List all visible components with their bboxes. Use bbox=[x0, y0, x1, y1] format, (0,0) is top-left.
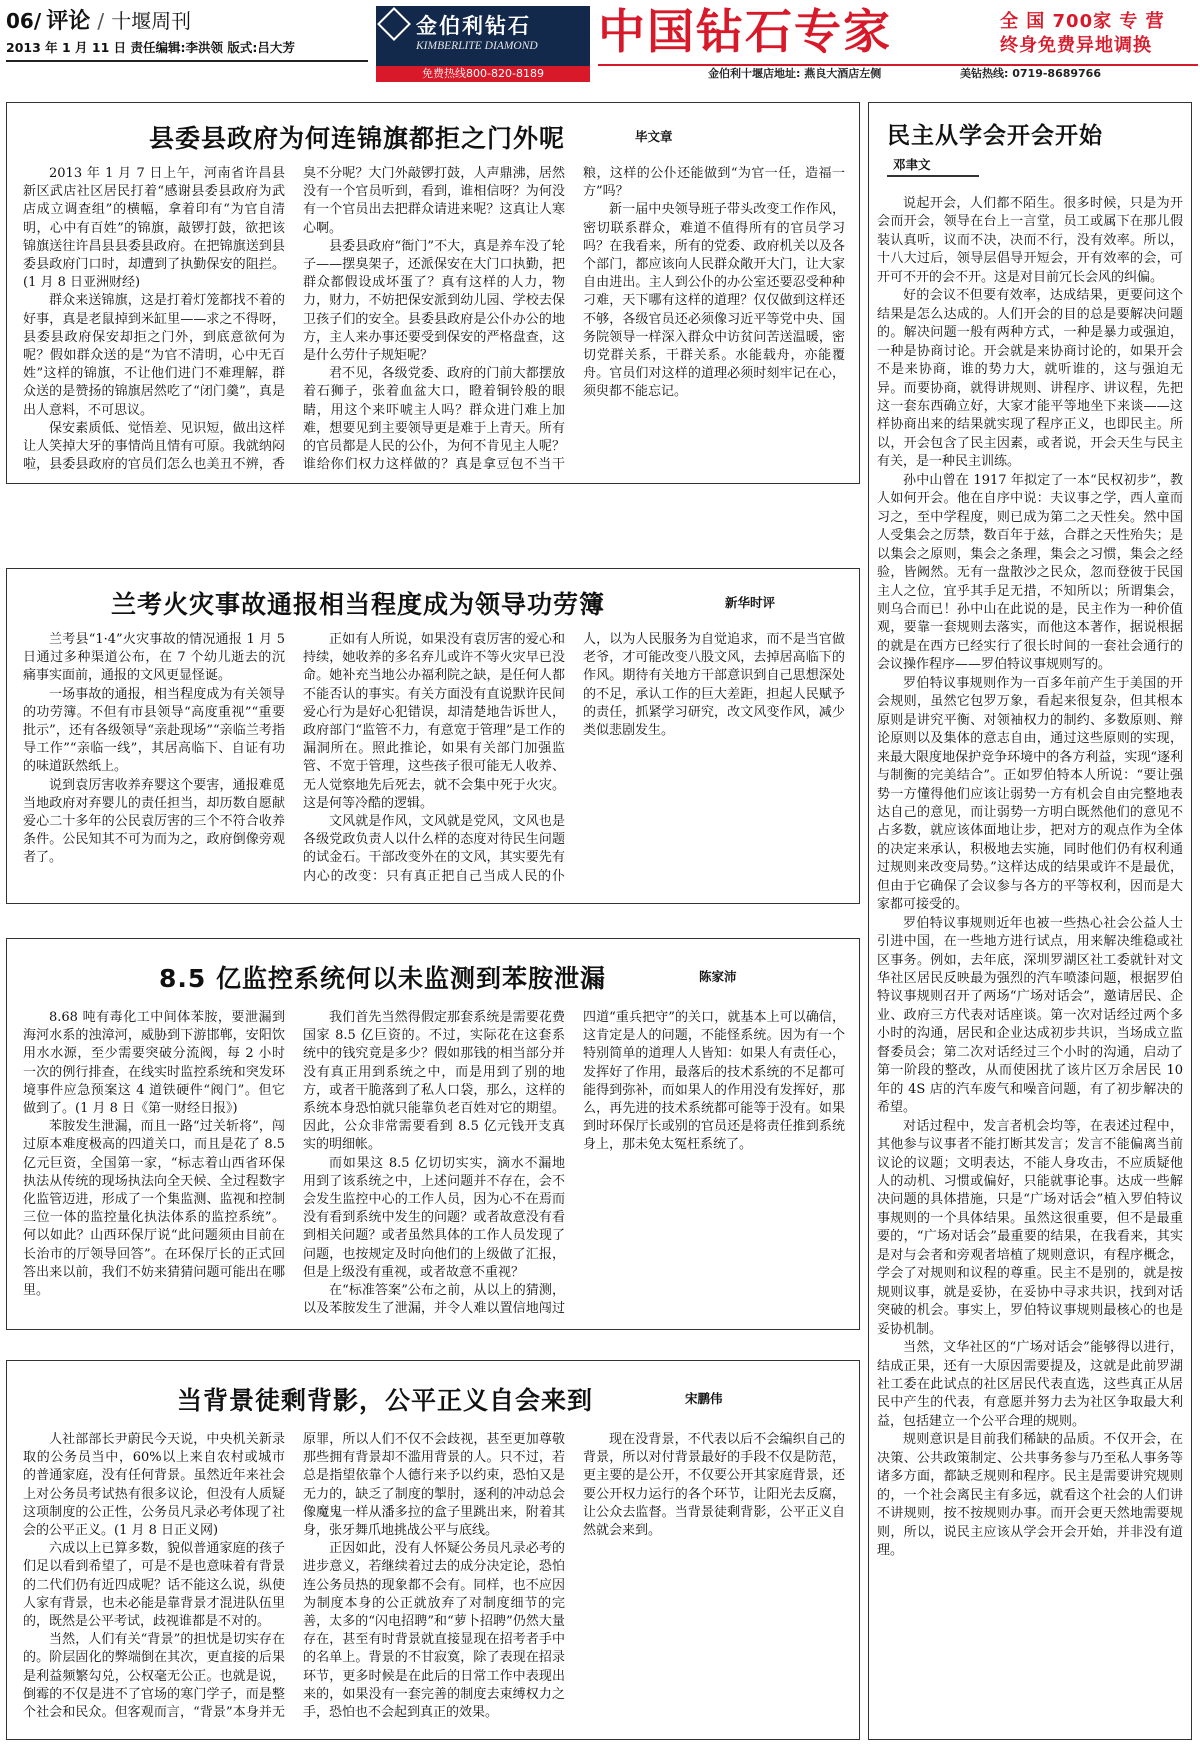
header-divider bbox=[6, 60, 368, 62]
column-paragraph: 对话过程中，发言者机会均等，在表述过程中，其他参与议事者不能打断其发言；发言不能偏离当前议论的议题；文明表达，不能人身攻击，不应质疑他人的动机、习惯或偏好，只能就事论事。达成一些解决问题的具体措施，只是“广场对话会”植入罗伯特议事规则的一个具体结果。虽然这很重要，但不是最重要的，“广场对话会”最重要的结果，在我看来，其实是对与会者和旁观者培植了规则意识，有程序概念，学会了对规则和议程的尊重。民主不是别的，就是按规则议事，就是妥协，在妥协中寻求共识，找到对话突破的机会。事实上，罗伯特议事规则最核心的也是妥协机制。 bbox=[877, 1118, 1183, 1337]
page-header bbox=[0, 0, 1200, 88]
article-paragraph: 而如果这 8.5 亿切切实实，滴水不漏地用到了该系统之中，上述问题并不存在，会不会发生监控中心的工作人员，因为心不在焉而没有看到系统中发生的问题？或者故意没有看到相关问题？或者虽然具体的工作人员发现了问题，也按规定及时向他们的上级做了汇报，但是上级没有重视，或者故意不重视？ bbox=[303, 1155, 565, 1280]
article-box bbox=[6, 568, 860, 904]
column-author: 邓聿文 bbox=[893, 157, 931, 172]
ad-promo bbox=[1000, 10, 1165, 58]
column-paragraph: 孙中山曾在 1917 年拟定了一本“民权初步”，教人如何开会。他在自序中说：夫议事之学，西人童而习之，至中学程度，则已成为第二之天性矣。然中国人受集会之厉禁，数百年于兹，合群之天性殆失；是以集会之原则，集会之条理，集会之习惯，集会之经验，皆阙然。无有一盘散沙之民众，忽而登彼于民国主人之位，宜乎其手足无措，不知所以；所谓集会，则乌合而已！孙中山在此说的是，民主作为一种价值观，要靠一套规则去落实，而他这本著作，据说根据的就是在西方已经实行了很长时间的一套社会通行的会议操作程序——罗伯特议事规则写的。 bbox=[877, 472, 1183, 673]
article-box bbox=[6, 938, 860, 1330]
page-number: 06/ bbox=[6, 9, 42, 33]
ad-brand-english: KIMBERLITE DIAMOND bbox=[416, 40, 538, 52]
date-editor-line: 2013 年 1 月 11 日 责任编辑:李洪领 版式:吕大芳 bbox=[6, 40, 295, 55]
article-title: 兰考火灾事故通报相当程度成为领导功劳簿 bbox=[111, 590, 606, 619]
column-author-underline bbox=[887, 175, 979, 177]
folio bbox=[6, 4, 191, 35]
article-body bbox=[23, 1009, 845, 1323]
column-paragraph: 说起开会，人们都不陌生。很多时候，只是为开会而开会，领导在台上一言堂，员工或属下在那儿假装认真听，议而不决，决而不行，没有效率。所以，十八大过后，领导层倡导开短会，开有效率的会，可开可不开的会不开。这是对目前冗长会风的纠偏。 bbox=[877, 196, 1183, 285]
article-paragraph: 一场事故的通报，相当程度成为有关领导的功劳簿。不但有市县领导“高度重视”“重要批示”，还有各级领导“亲赴现场”“亲临兰考指导工作”“亲临一线”，其居高临下、自证有功的味道跃然纸上。 bbox=[23, 686, 285, 775]
column-paragraph: 规则意识是目前我们稀缺的品质。不仅开会，在决策、公共政策制定、公共事务参与乃至私人事务等诸多方面，都缺乏规则和程序。民主是需要讲究规则的，一个社会离民主有多远，就看这个社会的人们讲不讲规则，按不按规则办事。而开会更天然地需要规则，所以，说民主应该从学会开会开始，并非没有道理。 bbox=[877, 1432, 1183, 1559]
ad-promo-line: 全 国 700家 专 营 bbox=[1000, 11, 1165, 32]
ad-promo-line: 终身免费异地调换 bbox=[1000, 35, 1152, 56]
article-paragraph: 县委县政府“衙门”不大，真是养车没了轮子——摆臭架子，还派保安在大门口执勤，把群众都假设成坏蛋了？真有这样的人力，物力，财力，不妨把保安派到幼儿园、学校去保卫孩子们的安全。县委县政府是公仆办公的地方，主人来办事还要受到保安的严格盘查，这是什么劳什子规矩呢？ bbox=[303, 238, 565, 364]
article-title: 当背景徒剩背影，公平正义自会来到 bbox=[177, 1386, 594, 1415]
article-paragraph: 保安素质低、觉悟差、见识短，做出这样让人笑掉大牙的事情尚且情有可原。我就纳闷啦，县委县政府的官员们怎么也美丑不辨，香臭不分呢？大门外敲锣打鼓，人声鼎沸，居然没有一个官员听到，看到，谁相信呀？为何没有一个官员出去把群众请进来呢？这真让人寒心啊。 bbox=[23, 166, 565, 473]
advertisement-banner bbox=[376, 4, 1198, 84]
article-paragraph: 2013 年 1 月 7 日上午，河南省许昌县新区武店社区居民打着“感谢县委县政府为武店成立调查组”的横幅，拿着印有“为官自清明，心中有百姓”的锦旗，敲锣打鼓，欲把该锦旗送往许昌县县委县政府。在把锦旗送到县委县政府门口时，却遭到了执勤保安的阻拦。(1 月 8 日亚洲财经) bbox=[23, 166, 285, 291]
folio-separator: / bbox=[97, 9, 105, 33]
article-paragraph: 正因如此，没有人怀疑公务员凡录必考的进步意义，若继续着过去的成分决定论，恐怕连公务员热的现象都不会有。同样，也不应因为制度本身的公正就放弃了对制度细节的完善，太多的“闪电招聘”和“萝卜招聘”仍然大量存在，甚至有时背景就直接显现在招考者手中的名单上。背景的不甘寂寞，除了表现在招录环节，更多时候是在此后的日常工作中表现出来的，如果没有一套完善的制度去束缚权力之手，恐怕也不会起到真正的效果。 bbox=[303, 1541, 565, 1721]
article-box bbox=[6, 1360, 860, 1740]
paper-name: 十堰周刊 bbox=[111, 9, 192, 33]
article-paragraph: 苯胺发生泄漏，而且一路“过关斩将”，闯过原本难度极高的四道关口，而且是花了 8.5 亿元巨资，全国第一家，“标志着山西省环保执法从传统的现场执法向全天候、全过程数字化监管迈进，形成了一个集监测、监视和控制三位一体的监控量化执法体系的监控系统”。何以如此？山西环保厅说“此问题须由目前在长治市的厅领导回答”。在环保厅长的正式回答出来以前，我们不妨来猜猜问题可能出在哪里。 bbox=[23, 1119, 285, 1299]
ad-hotline: 免费热线800-820-8189 bbox=[376, 66, 590, 82]
article-paragraph: 我们首先当然得假定那套系统是需要花费国家 8.5 亿巨资的。不过，实际花在这套系统中的钱究竟是多少？假如那钱的相当部分并没有真正用到系统之中，而是用到了别的地方，或者干脆落到了私人口袋，那么，这样的系统本身恐怕就只能靠负老百姓对它的期望。因此，公众非常需要看到 8.5 亿元钱开支真实的明细帐。 bbox=[303, 1010, 565, 1153]
article-paragraph: 君不见，各级党委、政府的门前大都摆放着石狮子，张着血盆大口，瞪着铜铃般的眼睛，用这个来吓唬主人吗？群众进门难上加难，想要见到主要领导更是难于上青天。所有的官员都是人民的公仆，为何不肯见主人呢？谁给你们权力这样做的？真是拿豆包不当干粮，这样的公仆还能做到“为官一任，造福一方”吗？ bbox=[303, 166, 845, 473]
article-author: 宋鹏伟 bbox=[685, 1391, 723, 1406]
article-box bbox=[6, 102, 860, 484]
article-body bbox=[23, 1431, 845, 1733]
column-paragraph: 当然，文华社区的“广场对话会”能够得以进行，结成正果，还有一大原因需要提及，这就是此前罗湖社工委在此试点的社区居民代表直选，这些真正从居民中产生的代表，有意愿并努力去为社区争取最大利益，包括建立一个公平合理的规则。 bbox=[877, 1340, 1183, 1429]
article-title: 8.5 亿监控系统何以未监测到苯胺泄漏 bbox=[159, 964, 606, 993]
article-paragraph: 文风就是作风，文风就是党风，文风也是各级党政负责人以什么样的态度对待民生问题的试金石。干部改变外在的文风，其实要先有内心的改变：只有真正把自己当成人民的仆人，以为人民服务为自觉追求，而不是当官做老爷，才可能改变八股文风，去掉居高临下的作风。期待有关地方干部意识到自己思想深处的不足，承认工作的巨大差距，担起人民赋予的责任，抓紧学习研究，改文风变作风，减少类似悲剧发生。 bbox=[303, 632, 845, 884]
ad-slogan: 中国钻石专家 bbox=[598, 5, 892, 60]
column-paragraph: 罗伯特议事规则作为一百多年前产生于美国的开会规则，虽然它包罗万象，看起来很复杂，但其根本原则是讲究平衡、对领袖权力的制约、多数原则、辩论原则以及集体的意志自由，通过这些原则的实现，来最大限度地保护竞争环境中的各方利益，实现“逐利与制衡的完美结合”。正如罗伯特本人所说：“要让强势一方懂得他们应该让弱势一方有机会自由完整地表达自己的意见，而让弱势一方明白既然他们的意见不占多数，就应该体面地让步，把对方的观点作为全体的决定来承认，积极地去实施，同时他们仍有权利通过规则来改变局势。”这样达成的结果或许不是最优，但由于它确保了会议参与各方的平等权利，因而是大家都可接受的。 bbox=[877, 675, 1183, 913]
column-paragraph: 好的会议不但要有效率，达成结果，更要问这个结果是怎么达成的。人们开会的目的总是要解决问题的。解决问题一般有两种方式，一种是暴力或强迫，一种是协商讨论。开会就是来协商讨论的，如果开会不是来协商，谁的势力大，就听谁的，这与强迫无异。而要协商，就得讲规则、讲程序、讲议程，先把这一套东西确立好，大家才能平等地坐下来谈——这样协商出来的结果就实现了程序正义，也即民主。所以，开会包含了民主因素，或者说，开会天生与民主有关，是一种民主训练。 bbox=[877, 288, 1183, 470]
article-paragraph: 当然，人们有关“背景”的担忧是切实存在的。阶层固化的弊端倒在其次，更直接的后果是利益频繁勾兑，公权毫无公正。也就是说，倒霉的不仅是进不了官场的寒门学子，而是整个社会和民众。但客观而言，“背景”本身并无原罪，所以人们不仅不会歧视，甚至更加尊敬那些拥有背景却不滥用背景的人。只不过，若总是指望依靠个人德行来予以约束，恐怕又是无力的，缺乏了制度的掣肘，逐利的冲动总会像魔鬼一样从潘多拉的盒子里跳出来，附着其身，张牙舞爪地挑战公平与底线。 bbox=[23, 1432, 565, 1721]
article-paragraph: 群众来送锦旗，这是打着灯笼都找不着的好事，真是老鼠掉到米缸里——求之不得呀，县委县政府保安却拒之门外，到底意欲何为呢？假如群众送的是“为官不清明，心中无百姓”这样的锦旗，不让他们进门不难理解，群众送的是赞扬的锦旗居然吃了“闭门羹”，真是出人意料，不可思议。 bbox=[23, 293, 285, 418]
column-body bbox=[877, 195, 1183, 1733]
column-paragraph: 罗伯特议事规则近年也被一些热心社会公益人士引进中国，在一些地方进行试点，用来解决维稳或社区事务。例如，去年底，深圳罗湖区社工委就针对文华社区居民反映最为强烈的汽车喷漆问题，根据罗伯特议事规则召开了两场“广场对话会”，邀请居民、企业、政府三方代表对话座谈。第一次对话经过两个多小时的沟通，居民和企业达成初步共识，当场成立监督委员会；第二次对话经过三个小时的沟通，启动了第一阶段的整改，从而使困扰了该片区万余居民 10 年的 4S 店的汽车废气和噪音问题，有了初步解决的希望。 bbox=[877, 915, 1183, 1116]
article-paragraph: 新一届中央领导班子带头改变工作作风，密切联系群众，难道不值得所有的官员学习吗？在我看来，所有的党委、政府机关以及各个部门，都应该向人民群众敞开大门，让大家自由进出。主人到公仆的办公室还要忍受种种刁难，天下哪有这样的道理？仅仅做到这样还不够，各级官员还必须像习近平等党中央、国务院领导一样深入群众中访贫问苦送温暖，密切党群关系，干群关系。水能载舟，亦能覆舟。官员们对这样的道理必须时刻牢记在心，须臾都不能忘记。 bbox=[583, 202, 845, 400]
section-name: 评论 bbox=[46, 9, 91, 34]
article-paragraph: 正如有人所说，如果没有袁厉害的爱心和持续，她收养的多名弃儿或许不等火灾早已没命。她补充当地公办福利院之缺，是任何人都不能否认的事实。有关方面没有直说默许民间爱心行为是好心犯错误，却清楚地告诉世人，政府部门“监管不力，有意宽于管理”是工作的漏洞所在。照此推论，如果有关部门加强监管、不宽于管理，这些孩子很可能无人收养、无人觉察地先后死去，就不会集中死于火灾。这是何等冷酷的逻辑。 bbox=[303, 632, 565, 811]
ad-logo bbox=[376, 6, 590, 66]
ad-brand-name: 金伯利钻石 bbox=[416, 13, 531, 38]
article-title: 县委县政府为何连锦旗都拒之门外呢 bbox=[149, 124, 566, 153]
column-title: 民主从学会开会开始 bbox=[887, 123, 1103, 149]
article-author: 毕文章 bbox=[635, 129, 673, 144]
article-paragraph: 人社部部长尹蔚民今天说，中央机关新录取的公务员当中，60%以上来自农村或城市的普通家庭，没有任何背景。虽然近年来社会上对公务员考试热有很多议论，但没有人质疑这项制度的公正性，公务员凡录必考体现了社会的公平正义。(1 月 8 日正义网) bbox=[23, 1432, 285, 1539]
article-body bbox=[23, 631, 845, 897]
article-author: 陈家沛 bbox=[699, 969, 737, 984]
article-paragraph: 现在没背景，不代表以后不会编织自己的背景，所以对付背景最好的手段不仅是防范，更主要的是公开，不仅要公开其家庭背景，还要公开权力运行的各个环节，让阳光去反腐，让公众去监督。当背景徒剩背影，公平正义自然就会来到。 bbox=[583, 1432, 845, 1539]
article-paragraph: 8.68 吨有毒化工中间体苯胺，要泄漏到海河水系的浊漳河，威胁到下游邯郸，安阳饮用水水源，至少需要突破分流阀，每 2 小时一次的例行排查，在线实时监控系统和突发环境事件应急预案这 4 道铁硬件“阀门”。但它做到了。(1 月 8 日《第一财经日报》) bbox=[23, 1010, 285, 1117]
article-body bbox=[23, 165, 845, 477]
article-author: 新华时评 bbox=[725, 595, 776, 610]
article-paragraph: 六成以上已算多数，貌似普通家庭的孩子们足以看到希望了，可是不是也意味着有背景的二代们仍有近四成呢？话不能这么说，纵使人家有背景，也未必能是靠背景才混进队伍里的，既然是公平考试，歧视谁都是不对的。 bbox=[23, 1541, 285, 1630]
article-paragraph: 在“标准答案”公布之前，从以上的猜测，以及苯胺发生了泄漏，并令人难以置信地闯过四道“重兵把守”的关口，就基本上可以确信，这肯定是人的问题，不能怪系统。因为有一个特别简单的道理人人皆知：如果人有责任心，发挥好了作用，最落后的技术系统的不足都可能得到弥补，而如果人的作用没有发挥好，那么，再先进的技术系统都可能等于没有。如果到时环保厅长或别的官员还是将责任推到系统身上，那未免太冤枉系统了。 bbox=[303, 1010, 845, 1317]
diamond-icon bbox=[377, 7, 411, 41]
ad-phone: 美钻热线: 0719-8689766 bbox=[960, 67, 1101, 80]
ad-address: 金伯利十堰店地址: 燕良大酒店左侧 bbox=[708, 67, 882, 80]
column-box bbox=[868, 102, 1192, 1740]
article-paragraph: 兰考县“1·4”火灾事故的情况通报 1 月 5 日通过多种渠道公布，在 7 个幼儿逝去的沉痛事实面前，通报的文风更显怪诞。 bbox=[23, 632, 285, 684]
article-paragraph: 说到袁厉害收养弃婴这个要害，通报难觅当地政府对弃婴儿的责任担当，却历数自愿献爱心二十多年的公民袁厉害的三个不符合收养条件。公民知其不可为而为之，政府倒像旁观者了。 bbox=[23, 777, 285, 866]
ad-contact-bar bbox=[598, 64, 1198, 82]
